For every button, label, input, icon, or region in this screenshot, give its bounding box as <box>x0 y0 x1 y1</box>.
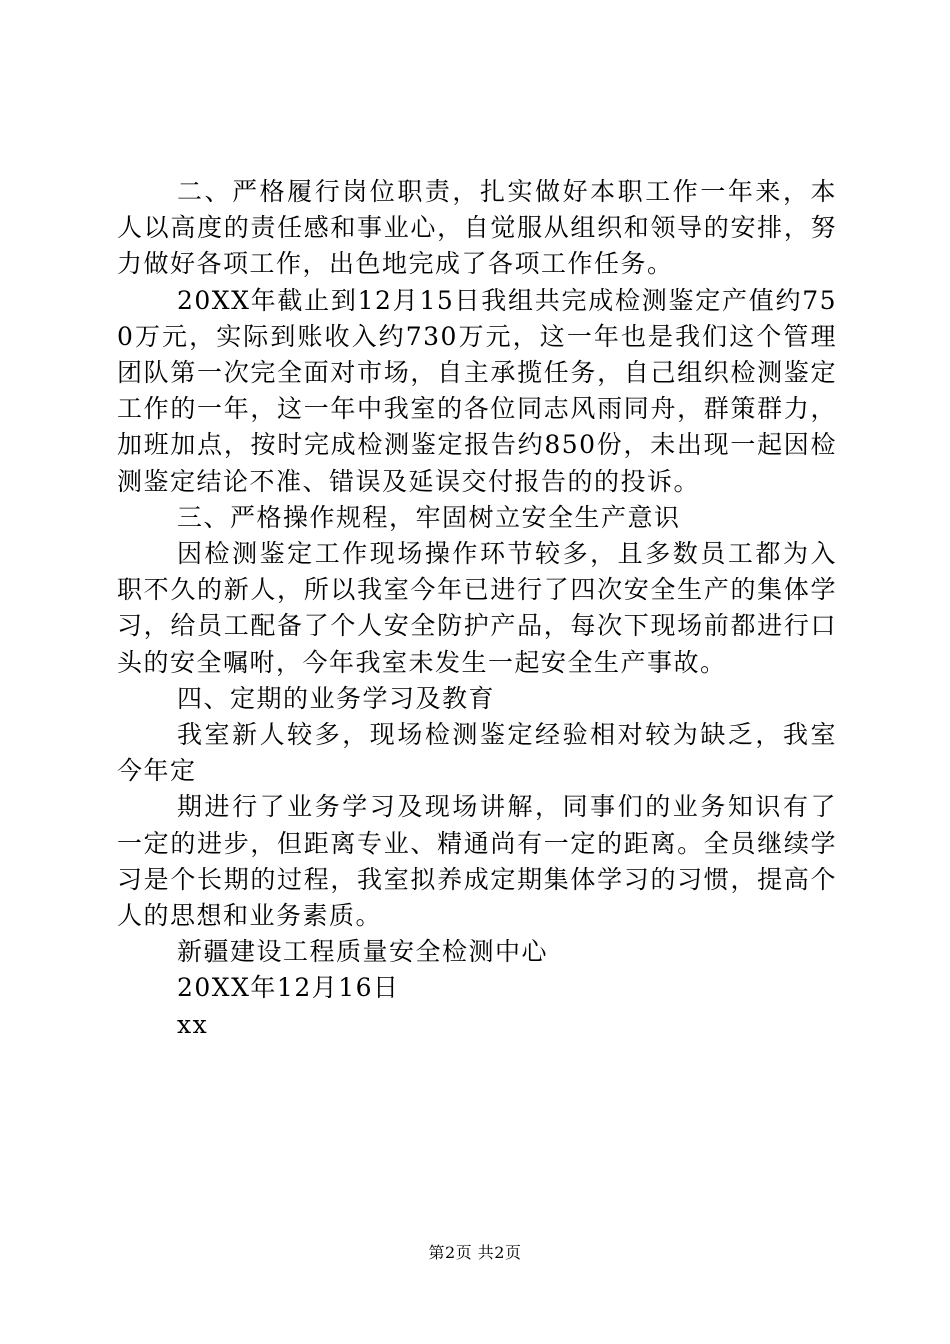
paragraph-safety: 因检测鉴定工作现场操作环节较多，且多数员工都为入职不久的新人，所以我室今年已进行了四次安全生产的集体学习，给员工配备了个人安全防护产品，每次下现场前都进行口头的安全嘱咐，今年我室未发生一起安全生产事故。 <box>117 539 837 677</box>
paragraph-training-detail: 期进行了业务学习及现场讲解，同事们的业务知识有了一定的进步，但距离专业、精通尚有一定的距离。全员继续学习是个长期的过程，我室拟养成定期集体学习的习惯，提高个人的思想和业务素质。 <box>117 792 837 931</box>
document-body <box>117 174 837 1043</box>
paragraph-section-three-heading: 三、严格操作规程，牢固树立安全生产意识 <box>177 502 681 532</box>
paragraph-section-two-heading: 二、严格履行岗位职责，扎实做好本职工作一年来，本人以高度的责任感和事业心，自觉服从组织和领导的安排，努力做好各项工作，出色地完成了各项工作任务。 <box>117 177 837 279</box>
paragraph-section-four-heading: 四、定期的业务学习及教育 <box>177 683 496 713</box>
signoff-author: xx <box>177 1009 209 1039</box>
paragraph-output-summary: 20XX年截止到12月15日我组共完成检测鉴定产值约750万元，实际到账收入约730万元，这一年也是我们这个管理团队第一次完全面对市场，自主承揽任务，自己组织检测鉴定工作的一年，这一年中我室的各位同志风雨同舟，群策群力，加班加点，按时完成检测鉴定报告约850份，未出现一起因检测鉴定结论不准、错误及延误交付报告的的投诉。 <box>117 285 837 496</box>
page-number-footer: 第2页 共2页 <box>428 1243 522 1262</box>
signoff-date: 20XX年12月16日 <box>177 973 400 1003</box>
paragraph-training-intro: 我室新人较多，现场检测鉴定经验相对较为缺乏，我室今年定 <box>117 720 837 786</box>
signoff-organization: 新疆建设工程质量安全检测中心 <box>177 937 549 967</box>
